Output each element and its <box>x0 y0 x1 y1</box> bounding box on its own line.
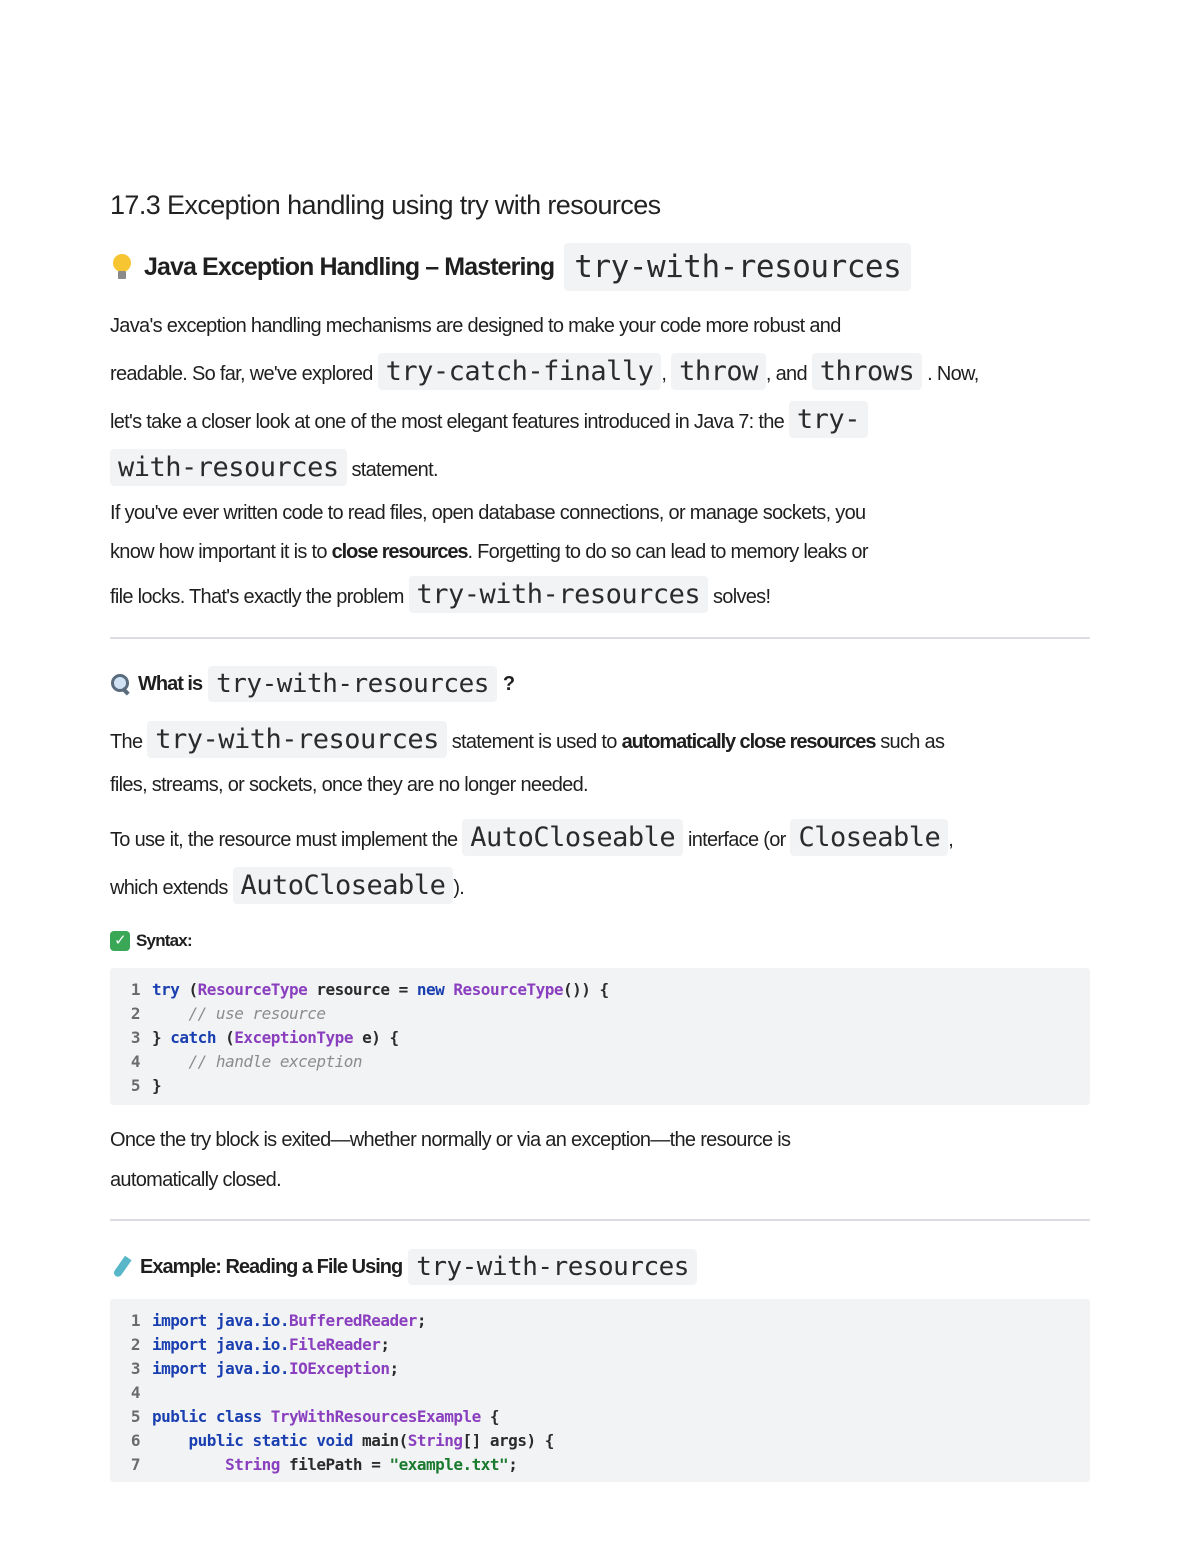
code-token: new <box>416 980 445 999</box>
example-heading-code: try-with-resources <box>408 1249 697 1285</box>
line-number: 4 <box>130 1383 140 1402</box>
definition-paragraph <box>110 718 1090 807</box>
inline-code-try-with-resources-part2: with-resources <box>110 449 347 486</box>
code-line <box>110 978 1090 1002</box>
line-number: 4 <box>130 1052 140 1071</box>
code-token: String <box>407 1431 463 1450</box>
problem-line-3: file locks. That's exactly the problem <box>110 586 404 608</box>
code-token: ()) { <box>563 980 609 999</box>
line-number: 7 <box>130 1455 140 1474</box>
code-token: ; <box>380 1335 390 1354</box>
divider <box>110 637 1090 639</box>
after-syntax-line-2: automatically closed. <box>110 1169 281 1191</box>
code-token: import <box>152 1335 207 1354</box>
code-token <box>161 1026 170 1050</box>
code-line <box>110 1074 1090 1098</box>
inline-code-autocloseable-2: AutoCloseable <box>233 867 454 904</box>
line-number: 2 <box>130 1335 140 1354</box>
code-token: public class <box>152 1407 262 1426</box>
definition-code: try-with-resources <box>147 721 447 758</box>
code-line <box>110 1309 1090 1333</box>
inline-code-closeable: Closeable <box>790 819 948 856</box>
requirement-paragraph <box>110 815 1090 911</box>
code-line <box>110 1429 1090 1453</box>
line-number: 5 <box>130 1076 140 1095</box>
lightbulb-icon <box>110 253 134 281</box>
code-line <box>110 1453 1090 1477</box>
inline-code-try-catch-finally: try-catch-finally <box>378 353 662 390</box>
problem-solves: solves! <box>712 586 771 608</box>
line-number: 6 <box>130 1431 140 1450</box>
inline-code-try-with-resources-part1: try- <box>789 401 868 438</box>
what-is-code: try-with-resources <box>208 666 497 702</box>
inline-code-autocloseable: AutoCloseable <box>462 819 683 856</box>
code-token: import <box>152 1311 207 1330</box>
code-indent <box>152 1429 189 1453</box>
code-token: ; <box>508 1455 518 1474</box>
line-number: 3 <box>130 1028 140 1047</box>
code-token: java.io. <box>206 1335 289 1354</box>
code-token: FileReader <box>289 1335 381 1354</box>
code-line <box>110 1381 1090 1405</box>
line-number: 2 <box>130 1004 140 1023</box>
problem-line-2-post: . Forgetting to do so can lead to memory leaks or <box>467 541 868 563</box>
code-line <box>110 1357 1090 1381</box>
section-heading-code: try-with-resources <box>564 243 911 291</box>
example-code-block <box>110 1299 1090 1482</box>
code-string: "example.txt" <box>389 1455 509 1474</box>
flask-icon <box>110 1254 134 1280</box>
code-line <box>110 1002 1090 1026</box>
code-indent <box>152 1453 225 1477</box>
intro-statement: statement. <box>351 459 438 481</box>
code-token: ResourceType <box>197 980 308 999</box>
divider <box>110 1219 1090 1221</box>
code-token: ( <box>215 1028 235 1047</box>
problem-bold: close resources <box>331 541 468 563</box>
code-token: TryWithResourcesExample <box>270 1407 481 1426</box>
code-line <box>110 1050 1090 1074</box>
intro-paragraph <box>110 304 1090 493</box>
intro-now: . Now, <box>927 363 979 385</box>
code-token: resource = <box>307 980 417 999</box>
requirement-close: ). <box>453 877 465 899</box>
code-comment: // use resource <box>152 1004 326 1023</box>
code-token: } <box>152 1076 162 1095</box>
definition-post: such as <box>880 731 945 753</box>
code-token <box>262 1405 271 1429</box>
code-token: ; <box>389 1359 399 1378</box>
requirement-comma: , <box>948 829 954 851</box>
check-icon: ✓ <box>110 931 130 951</box>
code-token: filePath = <box>279 1455 390 1474</box>
code-token: [] args) { <box>462 1431 554 1450</box>
what-is-suffix: ? <box>502 672 515 695</box>
page-title: 17.3 Exception handling using try with resources <box>110 190 661 220</box>
requirement-pre: To use it, the resource must implement the <box>110 829 458 851</box>
code-token: try <box>152 980 180 999</box>
code-token: java.io. <box>206 1359 289 1378</box>
code-token: import <box>152 1359 207 1378</box>
line-number: 1 <box>130 1311 140 1330</box>
inline-code-try-with-resources: try-with-resources <box>409 576 709 613</box>
code-line <box>110 1333 1090 1357</box>
definition-mid: statement is used to <box>451 731 617 753</box>
magnifier-icon <box>110 673 132 695</box>
intro-line-2: readable. So far, we've explored <box>110 363 373 385</box>
code-line <box>110 1405 1090 1429</box>
code-token: String <box>225 1455 280 1474</box>
problem-line-2: know how important it is to <box>110 541 327 563</box>
code-comment: // handle exception <box>152 1052 363 1071</box>
code-line <box>110 1026 1090 1050</box>
code-token: ExceptionType <box>234 1028 353 1047</box>
intro-line-1: Java's exception handling mechanisms are designed to make your code more robust and <box>110 315 841 337</box>
inline-code-throws: throws <box>812 353 923 390</box>
intro-and: , and <box>765 363 807 385</box>
requirement-mid: interface (or <box>687 829 786 851</box>
code-token: } <box>152 1028 162 1047</box>
section-heading-text: Java Exception Handling – Mastering <box>144 252 555 281</box>
intro-line-3: let's take a closer look at one of the most elegant features introduced in Java 7: the <box>110 411 785 433</box>
syntax-label-text: Syntax: <box>136 931 192 950</box>
problem-paragraph <box>110 494 1090 620</box>
code-token: catch <box>170 1028 216 1047</box>
section-heading <box>110 243 911 291</box>
code-token <box>444 978 453 1002</box>
code-token: BufferedReader <box>289 1311 417 1330</box>
code-token: IOException <box>289 1359 390 1378</box>
line-number: 3 <box>130 1359 140 1378</box>
what-is-heading <box>110 666 514 702</box>
inline-code-throw: throw <box>671 353 766 390</box>
example-heading-text: Example: Reading a File Using <box>140 1255 403 1278</box>
code-token: java.io. <box>206 1311 289 1330</box>
code-token: ( <box>179 980 198 999</box>
definition-line-2: files, streams, or sockets, once they are no longer needed. <box>110 774 588 796</box>
code-token: public static void <box>188 1431 353 1450</box>
line-number: 1 <box>130 980 140 999</box>
syntax-code-block <box>110 968 1090 1105</box>
code-token: main( <box>352 1431 408 1450</box>
code-token: e) { <box>352 1028 399 1047</box>
after-syntax-paragraph <box>110 1120 1090 1200</box>
after-syntax-line-1: Once the try block is exited—whether normally or via an exception—the resource is <box>110 1129 791 1151</box>
definition-bold: automatically close resources <box>621 731 876 753</box>
intro-comma: , <box>661 363 667 385</box>
definition-pre: The <box>110 731 143 753</box>
code-token: { <box>480 1407 500 1426</box>
example-heading <box>110 1249 697 1285</box>
requirement-line-2: which extends <box>110 877 228 899</box>
code-token: ; <box>416 1311 426 1330</box>
syntax-label <box>110 931 192 951</box>
line-number: 5 <box>130 1407 140 1426</box>
what-is-text: What is <box>138 672 203 695</box>
problem-line-1: If you've ever written code to read files, open database connections, or manage sockets, you <box>110 502 866 524</box>
code-token: ResourceType <box>453 980 563 999</box>
